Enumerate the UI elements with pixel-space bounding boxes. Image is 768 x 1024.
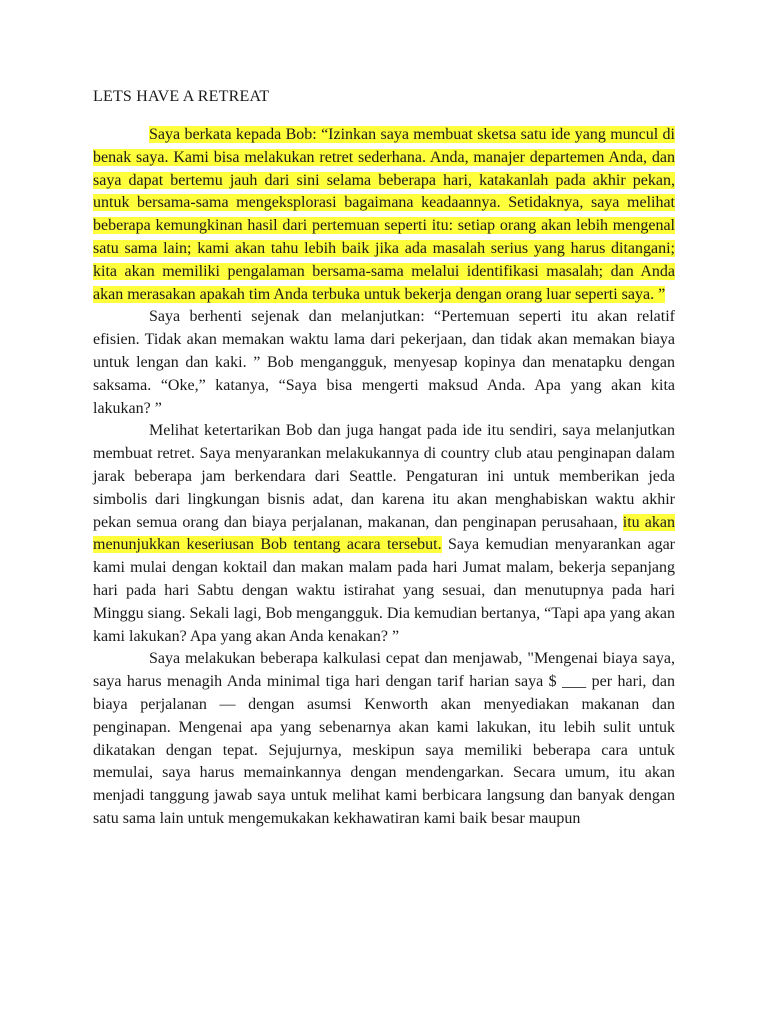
- highlighted-text: Saya berkata kepada Bob: “Izinkan saya membuat sketsa satu ide yang muncul di benak saya. Kami bisa melakukan retret sederhana. Anda, manajer departemen Anda, dan saya dapat bertemu jauh dari sini selama beberapa hari, katakanlah pada akhir pekan, untuk bersama-sama mengeksplorasi bagaimana keadaannya. Setidaknya, saya melihat beberapa kemungkinan hasil dari pertemuan seperti itu: setiap orang akan lebih mengenal satu sama lain; kami akan tahu lebih baik jika ada masalah serius yang harus ditangani; kita akan memiliki pengalaman bersama-sama melalui identifikasi masalah; dan Anda akan merasakan apakah tim Anda terbuka untuk bekerja dengan orang luar seperti saya. ”: [93, 126, 675, 303]
- paragraph-3: [93, 420, 675, 648]
- paragraph-text: Saya kemudian menyarankan agar kami mulai dengan koktail dan makan malam pada hari Jumat malam, bekerja sepanjang hari pada hari Sabtu dengan waktu istirahat yang sesuai, dan menutupnya pada hari Minggu siang. Sekali lagi, Bob mengangguk. Dia kemudian bertanya, “Tapi apa yang akan kami lakukan? Apa yang akan Anda kenakan? ”: [93, 536, 676, 645]
- paragraph-1: [93, 124, 675, 306]
- paragraph-text: Melihat ketertarikan Bob dan juga hangat pada ide itu sendiri, saya melanjutkan membuat retret. Saya menyarankan melakukannya di country club atau penginapan dalam jarak beberapa jam berkendara dari Seattle. Pengaturan ini untuk memberikan jeda simbolis dari lingkungan bisnis adat, dan karena itu akan menghabiskan waktu akhir pekan semua orang dan biaya perjalanan, makanan, dan penginapan perusahaan,: [93, 422, 675, 531]
- paragraph-4: [93, 648, 675, 830]
- paragraph-text: Saya melakukan beberapa kalkulasi cepat dan menjawab, "Mengenai biaya saya, saya harus menagih Anda minimal tiga hari dengan tarif harian saya $ ___ per hari, dan biaya perjalanan — dengan asumsi Kenworth akan menyediakan makanan dan penginapan. Mengenai apa yang sebenarnya akan kami lakukan, itu lebih sulit untuk dikatakan dengan tepat. Sejujurnya, meskipun saya memiliki beberapa cara untuk memulai, saya harus memainkannya dengan mendengarkan. Secara umum, itu akan menjadi tanggung jawab saya untuk melihat kami berbicara langsung dan banyak dengan satu sama lain untuk mengemukakan kekhawatiran kami baik besar maupun: [93, 650, 675, 827]
- paragraph-text: Saya berhenti sejenak dan melanjutkan: “Pertemuan seperti itu akan relatif efisien. Tidak akan memakan waktu lama dari pekerjaan, dan tidak akan memakan biaya untuk lengan dan kaki. ” Bob mengangguk, menyesap kopinya dan menatapku dengan saksama. “Oke,” katanya, “Saya bisa mengerti maksud Anda. Apa yang akan kita lakukan? ”: [93, 308, 675, 417]
- document-title: LETS HAVE A RETREAT: [93, 88, 270, 105]
- highlighted-text: itu akan menunjukkan keseriusan Bob tentang acara tersebut.: [93, 513, 676, 554]
- paragraph-2: [93, 306, 675, 420]
- document-page: [93, 86, 675, 831]
